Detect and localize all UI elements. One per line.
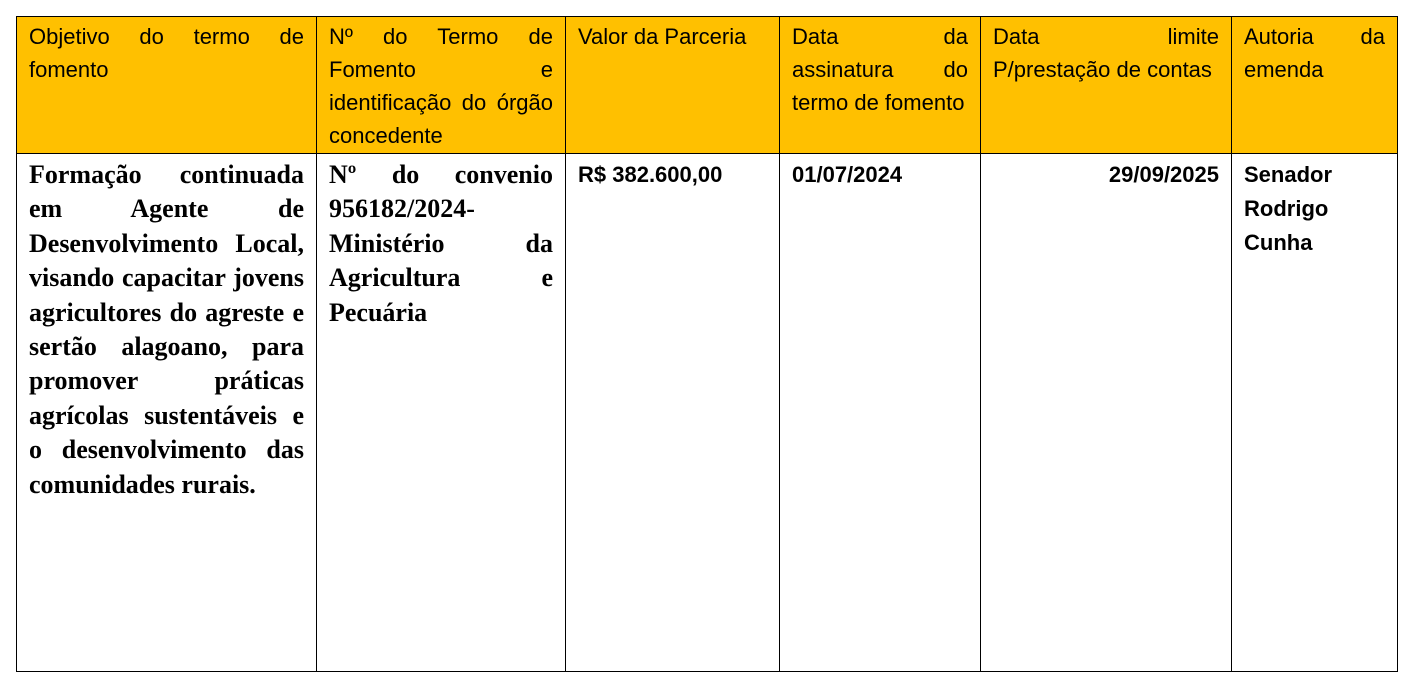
cell-autoria: Senador Rodrigo Cunha	[1232, 154, 1398, 672]
header-numero-termo: Nº do Termo de Fomento e identificação do órgão concedente	[317, 17, 566, 154]
cell-data-assinatura: 01/07/2024	[780, 154, 981, 672]
cell-numero-termo: Nº do convenio 956182/2024- Ministério da Agricultura e Pecuária	[317, 154, 566, 672]
cell-valor: R$ 382.600,00	[566, 154, 780, 672]
header-autoria: Autoria da emenda	[1232, 17, 1398, 154]
fomento-table	[16, 16, 1398, 672]
header-data-limite: Data limite P/prestação de contas	[981, 17, 1232, 154]
cell-data-limite: 29/09/2025	[981, 154, 1232, 672]
cell-objetivo: Formação continuada em Agente de Desenvolvimento Local, visando capacitar jovens agricultores do agreste e sertão alagoano, para promover práticas agrícolas sustentáveis e o desenvolvimento das comunidades rurais.	[17, 154, 317, 672]
header-data-assinatura: Data da assinatura do termo de fomento	[780, 17, 981, 154]
header-valor: Valor da Parceria	[566, 17, 780, 154]
table-header-row	[17, 17, 1398, 154]
table-row	[17, 154, 1398, 672]
header-objetivo: Objetivo do termo de fomento	[17, 17, 317, 154]
